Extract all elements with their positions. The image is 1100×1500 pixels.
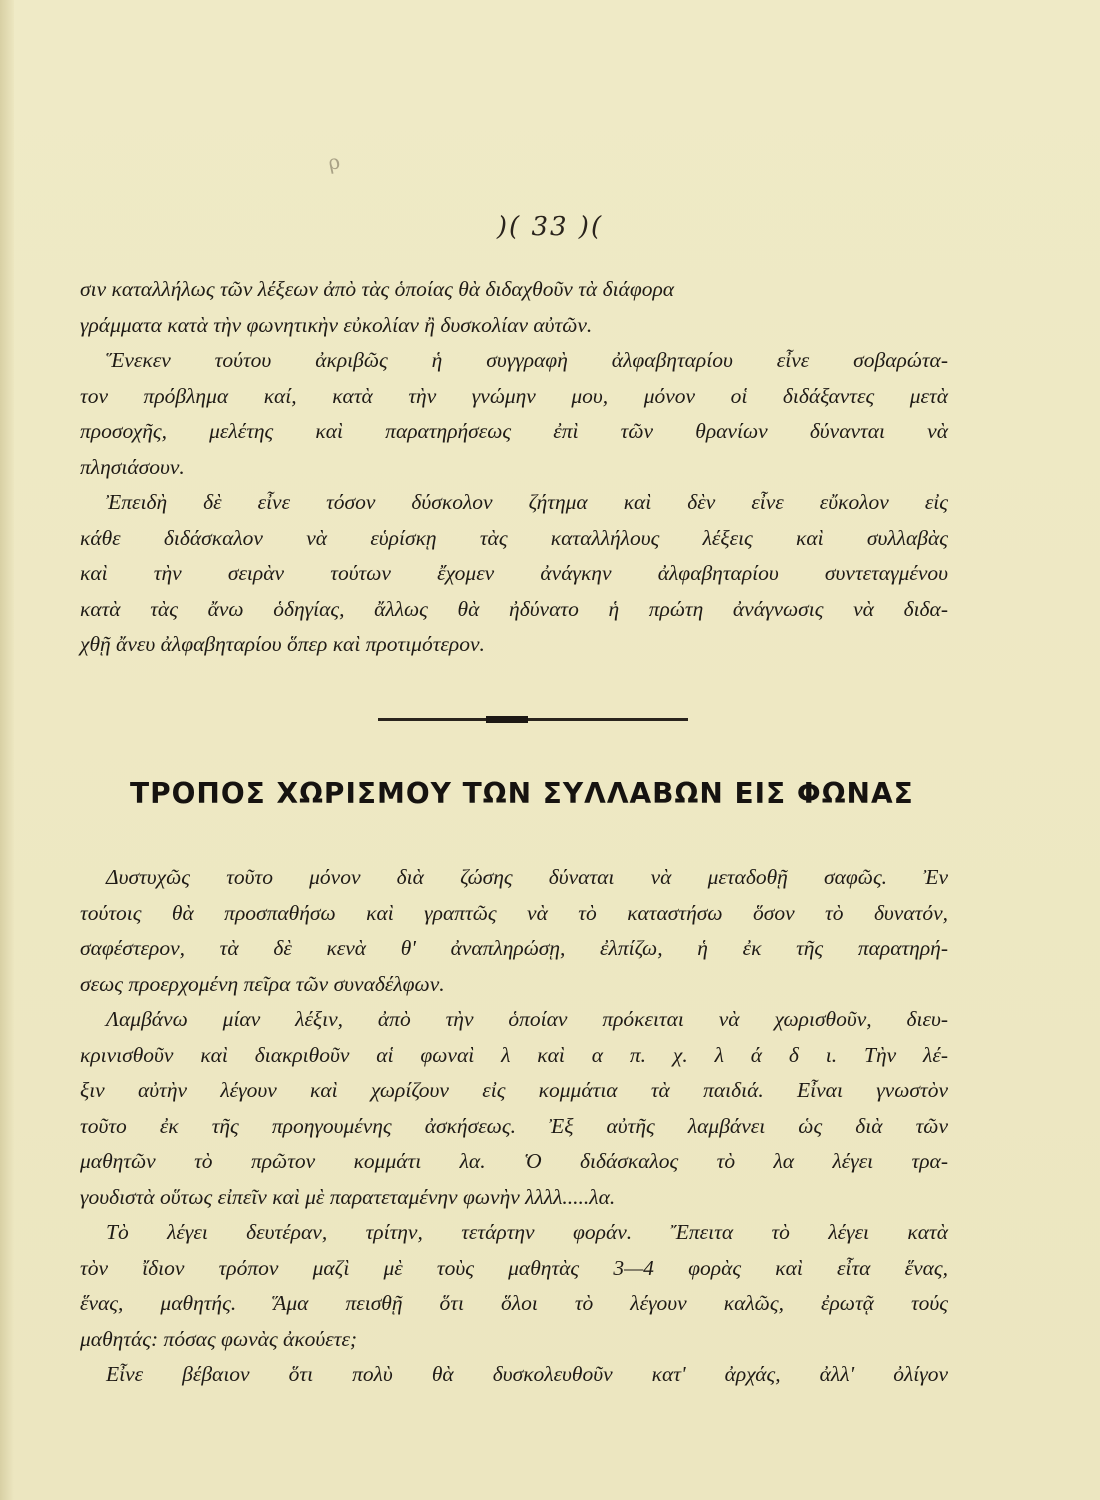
text-line: καὶ τὴν σειρὰν τούτων ἔχομεν ἀνάγκην ἀλφαβηταρίου συντεταγμένου bbox=[80, 561, 948, 585]
text-line: γουδιστὰ οὕτως εἰπεῖν καὶ μὲ παρατεταμένην φωνὴν λλλλ.....λα. bbox=[80, 1184, 616, 1209]
text-line: πλησιάσουν. bbox=[80, 454, 185, 479]
text-line: κάθε διδάσκαλον νὰ εὑρίσκῃ τὰς καταλλήλους λέξεις καὶ συλλαβὰς bbox=[80, 525, 948, 550]
text-line: ξιν αὐτὴν λέγουν καὶ χωρίζουν εἰς κομμάτια τὰ παιδιά. Εἶναι γνωστὸν bbox=[80, 1078, 948, 1102]
text-line: ἕνας, μαθητής. Ἅμα πεισθῇ ὅτι ὅλοι τὸ λέγουν καλῶς, ἐρωτᾷ τούς bbox=[80, 1291, 948, 1315]
page-number: )( 33 )( bbox=[496, 212, 604, 242]
text-block-top bbox=[80, 272, 948, 663]
text-line: τοῦτο ἐκ τῆς προηγουμένης ἀσκήσεως. Ἐξ αὐτῆς λαμβάνει ὡς διὰ τῶν bbox=[80, 1113, 948, 1138]
text-line: χθῇ ἄνευ ἀλφαβηταρίου ὅπερ καὶ προτιμότερον. bbox=[80, 632, 485, 656]
text-line: σαφέστερον, τὰ δὲ κενὰ θ' ἀναπληρώσῃ, ἐλπίζω, ἡ ἐκ τῆς παρατηρή- bbox=[80, 936, 948, 960]
text-line: σιν καταλλήλως τῶν λέξεων ἀπὸ τὰς ὁποίας θὰ διδαχθοῦν τὰ διάφορα bbox=[80, 277, 675, 301]
text-line: σεως προερχομένη πεῖρα τῶν συναδέλφων. bbox=[80, 971, 445, 996]
text-line: τούτοις θὰ προσπαθήσω καὶ γραπτῶς νὰ τὸ καταστήσω ὅσον τὸ δυνατόν, bbox=[80, 900, 948, 925]
section-divider bbox=[378, 718, 688, 721]
section-divider-ornament bbox=[486, 716, 528, 723]
text-line: Δυστυχῶς τοῦτο μόνον διὰ ζώσης δύναται νὰ μεταδοθῇ σαφῶς. Ἐν bbox=[106, 865, 948, 889]
text-line: Τὸ λέγει δευτέραν, τρίτην, τετάρτην φοράν. Ἔπειτα τὸ λέγει κατὰ bbox=[106, 1220, 948, 1244]
text-block-bottom bbox=[80, 860, 948, 1393]
text-line: μαθητῶν τὸ πρῶτον κομμάτι λα. Ὁ διδάσκαλος τὸ λα λέγει τρα- bbox=[80, 1149, 948, 1173]
text-line: κρινισθοῦν καὶ διακριθοῦν αἱ φωναὶ λ καὶ α π. χ. λ ά δ ι. Τὴν λέ- bbox=[80, 1042, 948, 1067]
text-line: τον πρόβλημα καί, κατὰ τὴν γνώμην μου, μόνον οἱ διδάξαντες μετὰ bbox=[80, 383, 948, 408]
text-line: Λαμβάνω μίαν λέξιν, ἀπὸ τὴν ὁποίαν πρόκειται νὰ χωρισθοῦν, διευ- bbox=[106, 1007, 948, 1031]
text-line: γράμματα κατὰ τὴν φωνητικὴν εὐκολίαν ἢ δυσκολίαν αὐτῶν. bbox=[80, 312, 593, 337]
text-line: Ἕνεκεν τούτου ἀκριβῶς ἡ συγγραφὴ ἀλφαβηταρίου εἶνε σοβαρώτα- bbox=[106, 348, 948, 372]
text-line: Ἐπειδὴ δὲ εἶνε τόσον δύσκολον ζήτημα καὶ δὲν εἶνε εὔκολον εἰς bbox=[106, 490, 948, 514]
text-line: μαθητάς: πόσας φωνὰς ἀκούετε; bbox=[80, 1326, 358, 1351]
paper-mark: ρ bbox=[325, 149, 343, 175]
section-title: ΤΡΟΠΟΣ ΧΩΡΙΣΜΟΥ ΤΩΝ ΣΥΛΛΑΒΩΝ ΕΙΣ ΦΩΝΑΣ bbox=[130, 777, 914, 810]
text-line: Εἶνε βέβαιον ὅτι πολὺ θὰ δυσκολευθοῦν κατ' ἀρχάς, ἀλλ' ὀλίγον bbox=[106, 1362, 948, 1386]
text-line: κατὰ τὰς ἄνω ὁδηγίας, ἄλλως θὰ ἠδύνατο ἡ πρώτη ἀνάγνωσις νὰ διδα- bbox=[80, 596, 948, 621]
text-line: προσοχῆς, μελέτης καὶ παρατηρήσεως ἐπὶ τῶν θρανίων δύνανται νὰ bbox=[80, 419, 948, 443]
text-line: τὸν ἴδιον τρόπον μαζὶ μὲ τοὺς μαθητὰς 3—4 φορὰς καὶ εἶτα ἕνας, bbox=[80, 1255, 948, 1280]
